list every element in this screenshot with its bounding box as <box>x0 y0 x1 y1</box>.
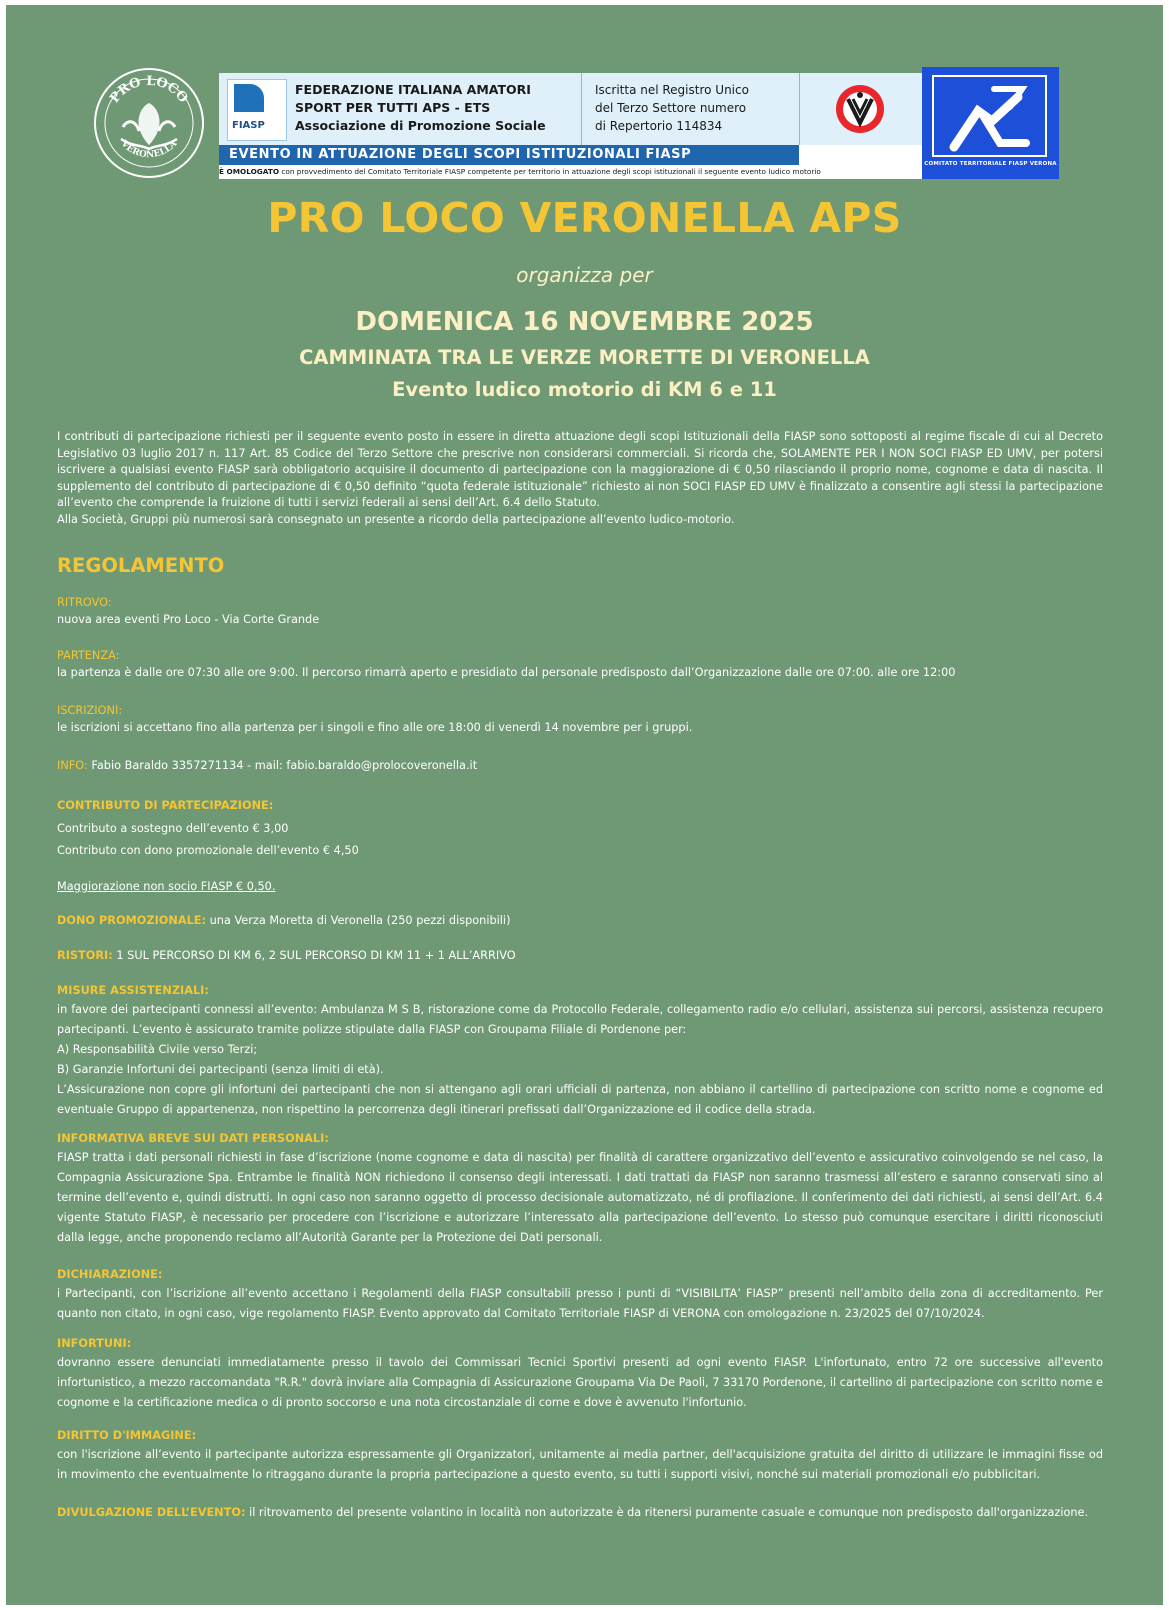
contributo-maggiorazione: Maggiorazione non socio FIASP € 0,50. <box>57 880 276 893</box>
infortuni-text: dovranno essere denunciati immediatamente presso il tavolo dei Commissari Tecnici Sportivi presenti ad ogni evento FIASP. L'infortunato, entro 72 ore successive all'evento infortunistico, a mezzo raccomandata "R.R." dovrà inviare alla Compagnia di Assicurazione Groupama Via De Paoli, 7 33170 Pordenone, il cartellino di partecipazione con scritto nome e cognome e la certificazione medica o di pronto soccorso e una nota circostanziale di come e dove è avvenuto l'infortunio. <box>57 1356 1103 1409</box>
fiasp-logo <box>227 79 287 141</box>
diritto-text: con l'iscrizione all’evento il partecipante autorizza espressamente gli Organizzatori, unitamente ai media partner, dell'acquisizione gratuita del diritto di utilizzare le immagini fisse od in movimento che eventualmente lo ritraggano durante la propria partecipazione a questo evento, su tutti i supporti visivi, nonché sui materiali promozionali e/o pubblicitari. <box>57 1448 1103 1481</box>
iscrizioni-label: ISCRIZIONI <box>57 704 119 717</box>
svg-text:PRO LOCO: PRO LOCO <box>107 73 191 106</box>
colon: : <box>118 704 123 717</box>
contributo-line: Contributo a sostegno dell’evento € 3,00 <box>57 822 289 835</box>
proloco-logo <box>93 67 205 179</box>
ritrovo-text: nuova area eventi Pro Loco - Via Corte Grande <box>57 612 320 626</box>
omologato-rest: con provvedimento del Comitato Territoriale FIASP competente per territorio in attuazione degli scopi istituzionali il seguente evento ludico motorio <box>279 167 821 176</box>
contributo-label: CONTRIBUTO DI PARTECIPAZIONE: <box>57 799 274 812</box>
fiasp-strip-end <box>799 145 922 165</box>
misure-text2: L’Assicurazione non copre gli infortuni dei partecipanti che non si attengano agli orari ufficiali di partenza, non abbiano il cartellino di partecipazione con scritto nome e cognome ed eventuale Gruppo di appartenenza, non rispettino la percorrenza degli itinerari prefissati dall’Organizzazione ed il codice della strada. <box>57 1083 1103 1116</box>
iscrizioni-text: le iscrizioni si accettano fino alla partenza per i singoli e fino alle ore 18:00 di venerdì 14 novembre per i gruppi. <box>57 720 693 734</box>
fiasp-strip: EVENTO IN ATTUAZIONE DEGLI SCOPI ISTITUZIONALI FIASP <box>219 145 799 165</box>
informativa-label: INFORMATIVA BREVE SUI DATI PERSONALI: <box>57 1132 329 1145</box>
fiasp-omologato <box>219 165 922 179</box>
colon: : <box>115 649 120 662</box>
partenza-text: la partenza è dalle ore 07:30 alle ore 9:00. Il percorso rimarrà aperto e presidiato dal personale predisposto dall’Organizzazione dalle ore 07:00. alle ore 12:00 <box>57 665 956 679</box>
event-name: CAMMINATA TRA LE VERZE MORETTE DI VERONELLA <box>299 346 870 369</box>
dichiarazione-text: i Partecipanti, con l’iscrizione all’evento accettano i Regolamenti della FIASP consultabili presso i punti di “VISIBILITA’ FIASP” presenti nell’ambito della zona di accreditamento. Per quanto non citato, in ogni caso, vige regolamento FIASP. Evento approvato dal Comitato Territoriale FIASP di VERONA con omologazione n. 23/2025 del 07/10/2024. <box>57 1287 1103 1320</box>
colon: : <box>83 759 92 772</box>
fiasp-banner <box>219 73 922 179</box>
logo-row <box>6 67 1163 179</box>
info-label: INFO <box>57 759 84 772</box>
section-infortuni <box>57 1335 1103 1413</box>
fiasp-name-line: SPORT PER TUTTI APS - ETS <box>295 100 491 115</box>
fiasp-banner-top <box>219 73 922 145</box>
intro-note: Alla Società, Gruppi più numerosi sarà consegnato un presente a ricordo della partecipazione all’evento ludico-motorio. <box>57 513 735 526</box>
misure-text: in favore dei partecipanti connessi all’evento: Ambulanza M S B, ristorazione come da Protocollo Federale, collegamento radio e/o cellulari, assistenza sui percorsi, assistenza recupero partecipanti. L’evento è assicurato tramite polizze stipulate dalla FIASP con Groupama Filiale di Pordenone per: <box>57 1003 1103 1036</box>
info-text: Fabio Baraldo 3357271134 - mail: fabio.baraldo@prolocoveronella.it <box>91 759 478 772</box>
walker-icon <box>934 77 1045 155</box>
flyer-page <box>6 5 1163 1605</box>
section-misure <box>57 982 1103 1120</box>
section-dichiarazione <box>57 1266 1103 1324</box>
infortuni-label: INFORTUNI: <box>57 1337 132 1350</box>
misure-a: A) Responsabilità Civile verso Terzi; <box>57 1043 258 1056</box>
section-ristori <box>57 948 1103 965</box>
section-partenza <box>57 648 1103 681</box>
fiasp-name-line: Associazione di Promozione Sociale <box>295 118 546 133</box>
page-title: PRO LOCO VERONELLA APS <box>267 194 902 242</box>
event-description: Evento ludico motorio di KM 6 e 11 <box>392 378 777 401</box>
misure-label: MISURE ASSISTENZIALI: <box>57 984 209 997</box>
contributo-line: Contributo con dono promozionale dell’evento € 4,50 <box>57 844 359 857</box>
comitato-logo <box>922 67 1059 179</box>
regolamento-heading: REGOLAMENTO <box>57 554 225 577</box>
omologato-bold: È OMOLOGATO <box>219 167 280 176</box>
misure-b: B) Garanzie Infortuni dei partecipanti (senza limiti di età). <box>57 1063 384 1076</box>
fiasp-registry <box>595 81 795 135</box>
dono-label: DONO PROMOZIONALE: <box>57 914 207 927</box>
partenza-label: PARTENZA <box>57 649 116 662</box>
svg-text:VERONELLA: VERONELLA <box>118 138 180 161</box>
section-informativa <box>57 1130 1103 1248</box>
section-divulgazione <box>57 1505 1103 1522</box>
section-iscrizioni <box>57 703 1103 736</box>
ivv-logo <box>834 83 886 135</box>
divider <box>799 73 800 145</box>
section-info <box>57 758 1103 775</box>
event-date: DOMENICA 16 NOVEMBRE 2025 <box>355 307 814 337</box>
comitato-label: COMITATO TERRITORIALE FIASP VERONA <box>924 161 1057 167</box>
dono-text: una Verza Moretta di Veronella (250 pezzi disponibili) <box>209 914 511 927</box>
divulgazione-label: DIVULGAZIONE DELL’EVENTO: <box>57 1506 246 1519</box>
fiasp-name-line: FEDERAZIONE ITALIANA AMATORI <box>295 82 531 97</box>
section-contributo <box>57 796 1103 897</box>
fiasp-registry-line: del Terzo Settore numero <box>595 101 747 115</box>
dichiarazione-label: DICHIARAZIONE: <box>57 1268 163 1281</box>
section-diritto <box>57 1427 1103 1485</box>
diritto-label: DIRITTO D'IMMAGINE: <box>57 1429 197 1442</box>
intro-paragraph: I contributi di partecipazione richiesti per il seguente evento posto in essere in diretta attuazione degli scopi Istituzionali della FIASP sono sottoposti al regime fiscale di cui al Decreto Legislativo 03 luglio 2017 n. 117 Art. 85 Codice del Terzo Settore che prescrive non considerarsi commerciali. Si ricorda che, SOLAMENTE PER I NON SOCI FIASP ED UMV, per potersi iscrivere a qualsiasi evento FIASP sarà obbligatorio acquisire il documento di partecipazione con la maggiorazione di € 0,50 rilasciando il proprio nome, cognome e data di nascita. Il supplemento del contributo di partecipazione di € 0,50 definito “quota federale istituzionale” richiesto ai non SOCI FIASP ED UMV è finalizzato a consentire agli stessi la partecipazione all’evento che comprende la fruizione di tutti i servizi federali ai sensi dell’Art. 6.4 dello Statuto. <box>57 430 1103 509</box>
comitato-logo-frame <box>932 75 1047 157</box>
ritrovo-label: RITROVO <box>57 596 108 609</box>
ristori-text: 1 SUL PERCORSO DI KM 6, 2 SUL PERCORSO DI KM 11 + 1 ALL’ARRIVO <box>116 949 516 962</box>
fiasp-registry-line: di Repertorio 114834 <box>595 119 723 133</box>
fiasp-registry-line: Iscritta nel Registro Unico <box>595 83 749 97</box>
section-dono <box>57 913 1103 930</box>
section-ritrovo <box>57 595 1103 628</box>
fiasp-name <box>295 81 575 135</box>
informativa-text: FIASP tratta i dati personali richiesti in fase d’iscrizione (nome cognome e data di nascita) per finalità di carattere organizzativo dell’evento e assicurativo coinvolgendo se nel caso, la Compagnia Assicurazione Spa. Entrambe le finalità NON richiedono il consenso degli interessati. I dati trattati da FIASP non saranno trasmessi all’estero e saranno conservati sino al termine dell’evento e, quindi distrutti. In ogni caso non saranno oggetto di processo decisionale automatizzato, né di profilazione. Il conferimento dei dati richiesti, ai sensi dell’Art. 6.4 vigente Statuto FIASP, è necessario per procedere con l’iscrizione e autorizzare l’interessato alla partecipazione dell’evento. Lo stesso può comunque esercitare i diritti riconosciuti dalla legge, anche proponendo reclamo all’Autorità Garante per la Protezione dei Dati personali. <box>57 1151 1103 1244</box>
divulgazione-text: il ritrovamento del presente volantino in località non autorizzate è da ritenersi puramente casuale e comunque non predisposto dall'organizzazione. <box>249 1506 1089 1519</box>
ristori-label: RISTORI: <box>57 949 113 962</box>
organizza-per: organizza per <box>516 263 653 287</box>
fiasp-logo-label: FIASP <box>232 120 265 131</box>
divider <box>581 73 582 145</box>
fiasp-logo-mark <box>234 84 264 112</box>
colon: : <box>107 596 112 609</box>
